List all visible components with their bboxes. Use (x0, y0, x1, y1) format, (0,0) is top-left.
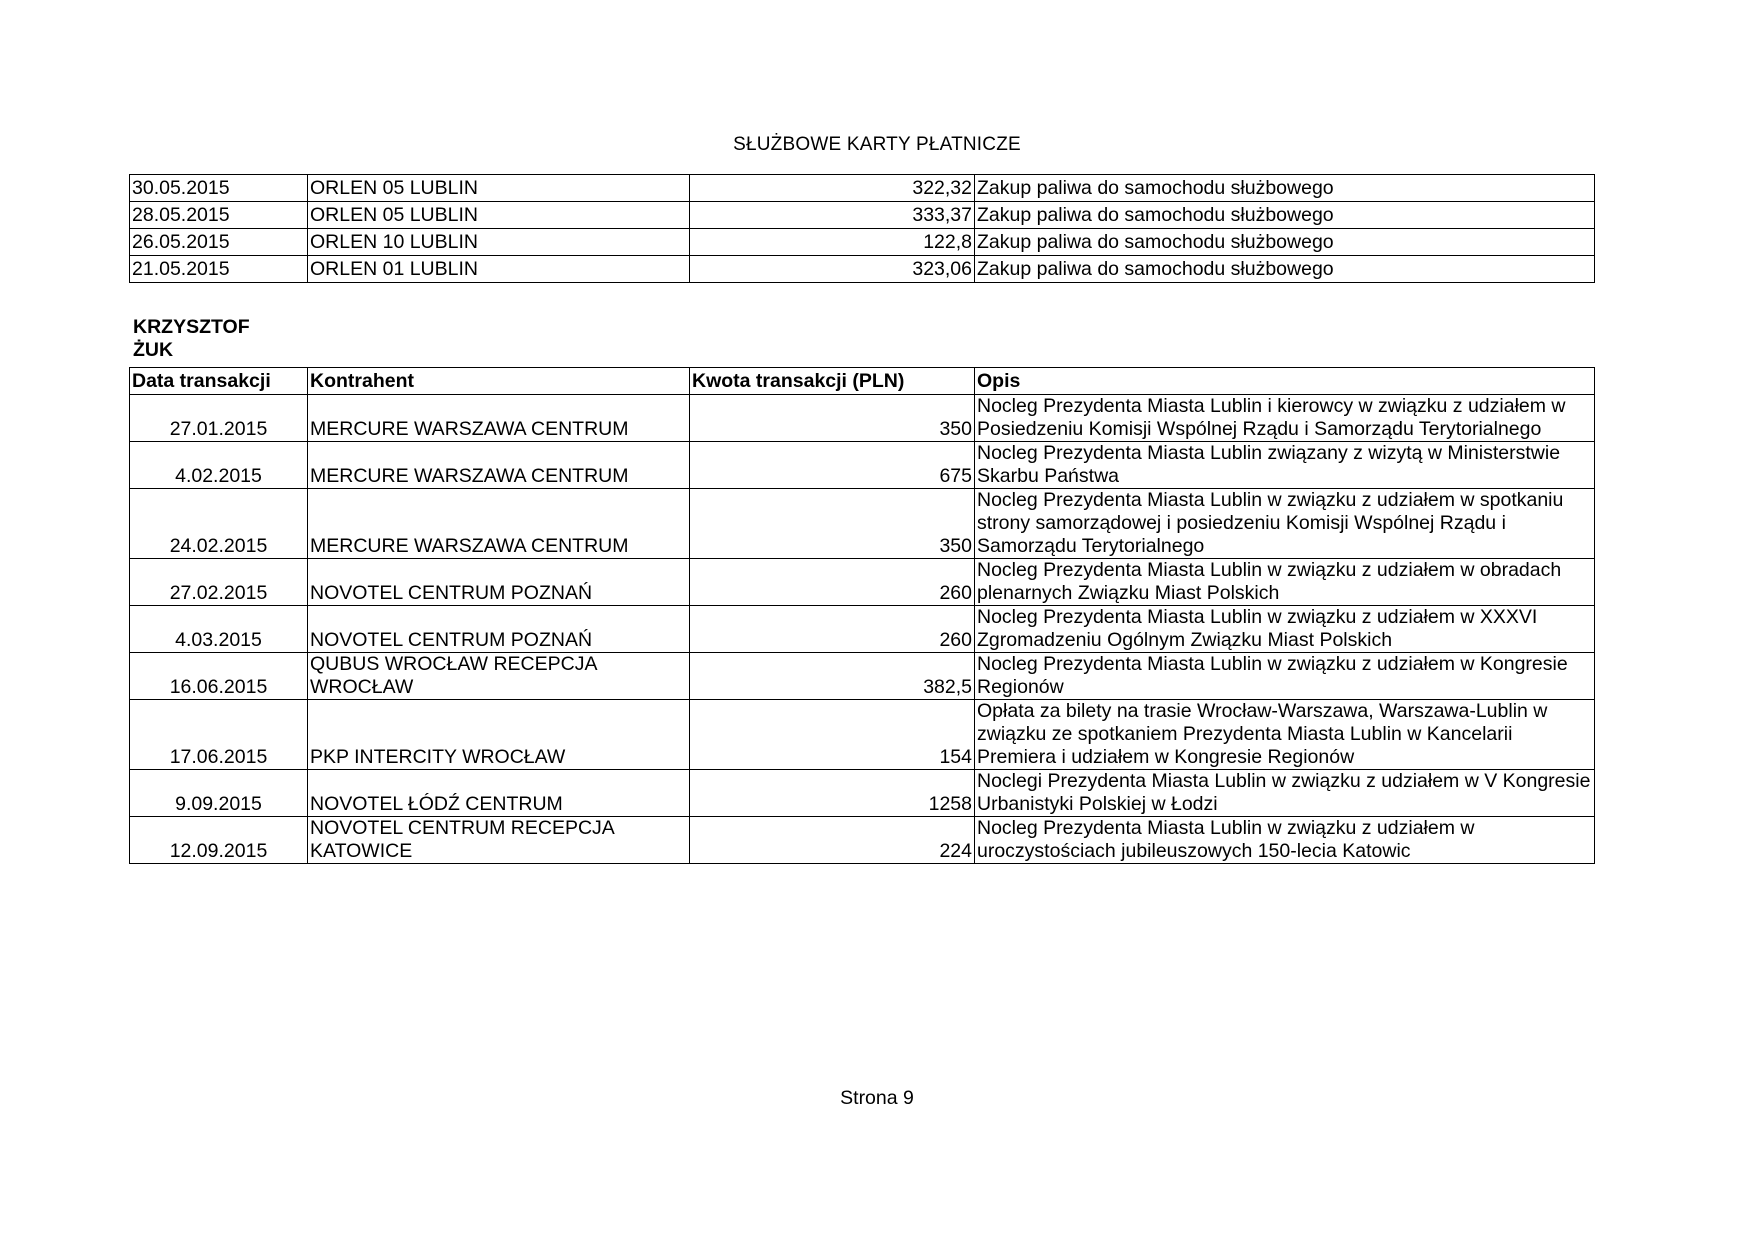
cell-description: Zakup paliwa do samochodu służbowego (975, 229, 1595, 256)
table-row (130, 559, 1595, 606)
cell-vendor: ORLEN 05 LUBLIN (308, 202, 690, 229)
cell-amount: 154 (690, 700, 975, 770)
table-row (130, 817, 1595, 864)
column-header-date: Data transakcji (130, 368, 308, 395)
table-header-row (130, 368, 1595, 395)
section-person-name (133, 316, 250, 362)
cell-vendor: NOVOTEL CENTRUM RECEPCJA KATOWICE (308, 817, 690, 864)
fuel-transactions-body (130, 175, 1595, 283)
cell-vendor: QUBUS WROCŁAW RECEPCJA WROCŁAW (308, 653, 690, 700)
table-row (130, 256, 1595, 283)
column-header-description: Opis (975, 368, 1595, 395)
cell-date: 30.05.2015 (130, 175, 308, 202)
transactions-body (130, 395, 1595, 864)
cell-description: Opłata za bilety na trasie Wrocław-Warszawa, Warszawa-Lublin w związku ze spotkaniem Prezydenta Miasta Lublin w Kancelarii Premiera i udziałem w Kongresie Regionów (975, 700, 1595, 770)
column-header-amount: Kwota transakcji (PLN) (690, 368, 975, 395)
cell-amount: 122,8 (690, 229, 975, 256)
cell-description: Nocleg Prezydenta Miasta Lublin związany z wizytą w Ministerstwie Skarbu Państwa (975, 442, 1595, 489)
cell-amount: 382,5 (690, 653, 975, 700)
cell-date: 4.03.2015 (130, 606, 308, 653)
table-row (130, 489, 1595, 559)
cell-date: 16.06.2015 (130, 653, 308, 700)
cell-date: 12.09.2015 (130, 817, 308, 864)
cell-description: Nocleg Prezydenta Miasta Lublin w związku z udziałem w spotkaniu strony samorządowej i posiedzeniu Komisji Wspólnej Rządu i Samorządu Terytorialnego (975, 489, 1595, 559)
table-row (130, 442, 1595, 489)
page-number: Strona 9 (840, 1087, 914, 1109)
table-row (130, 175, 1595, 202)
cell-description: Nocleg Prezydenta Miasta Lublin w związku z udziałem w XXXVI Zgromadzeniu Ogólnym Związku Miast Polskich (975, 606, 1595, 653)
table-row (130, 202, 1595, 229)
cell-description: Noclegi Prezydenta Miasta Lublin w związku z udziałem w V Kongresie Urbanistyki Polskiej w Łodzi (975, 770, 1595, 817)
cell-vendor: MERCURE WARSZAWA CENTRUM (308, 489, 690, 559)
cell-date: 27.01.2015 (130, 395, 308, 442)
page-header: SŁUŻBOWE KARTY PŁATNICZE (733, 134, 1021, 155)
cell-description: Nocleg Prezydenta Miasta Lublin w związku z udziałem w obradach plenarnych Związku Miast Polskich (975, 559, 1595, 606)
cell-vendor: ORLEN 05 LUBLIN (308, 175, 690, 202)
cell-vendor: NOVOTEL CENTRUM POZNAŃ (308, 606, 690, 653)
cell-date: 24.02.2015 (130, 489, 308, 559)
table-row (130, 770, 1595, 817)
cell-amount: 260 (690, 606, 975, 653)
cell-date: 4.02.2015 (130, 442, 308, 489)
cell-amount: 350 (690, 395, 975, 442)
cell-description: Zakup paliwa do samochodu służbowego (975, 256, 1595, 283)
cell-date: 17.06.2015 (130, 700, 308, 770)
cell-amount: 260 (690, 559, 975, 606)
cell-date: 27.02.2015 (130, 559, 308, 606)
table-row (130, 229, 1595, 256)
table-row (130, 700, 1595, 770)
cell-amount: 224 (690, 817, 975, 864)
cell-amount: 323,06 (690, 256, 975, 283)
cell-amount: 350 (690, 489, 975, 559)
cell-amount: 1258 (690, 770, 975, 817)
cell-description: Nocleg Prezydenta Miasta Lublin w związku z udziałem w uroczystościach jubileuszowych 150-lecia Katowic (975, 817, 1595, 864)
cell-amount: 322,32 (690, 175, 975, 202)
fuel-transactions-table (129, 174, 1595, 283)
cell-date: 9.09.2015 (130, 770, 308, 817)
person-first-name: KRZYSZTOF (133, 316, 250, 338)
cell-vendor: NOVOTEL CENTRUM POZNAŃ (308, 559, 690, 606)
cell-date: 21.05.2015 (130, 256, 308, 283)
table-row (130, 395, 1595, 442)
cell-description: Zakup paliwa do samochodu służbowego (975, 175, 1595, 202)
cell-date: 26.05.2015 (130, 229, 308, 256)
person-last-name: ŻUK (133, 339, 174, 361)
cell-amount: 675 (690, 442, 975, 489)
cell-vendor: MERCURE WARSZAWA CENTRUM (308, 395, 690, 442)
cell-description: Zakup paliwa do samochodu służbowego (975, 202, 1595, 229)
cell-description: Nocleg Prezydenta Miasta Lublin w związku z udziałem w Kongresie Regionów (975, 653, 1595, 700)
table-row (130, 606, 1595, 653)
transactions-table (129, 367, 1595, 864)
cell-amount: 333,37 (690, 202, 975, 229)
cell-vendor: ORLEN 10 LUBLIN (308, 229, 690, 256)
cell-vendor: NOVOTEL ŁÓDŹ CENTRUM (308, 770, 690, 817)
table-row (130, 653, 1595, 700)
cell-vendor: MERCURE WARSZAWA CENTRUM (308, 442, 690, 489)
column-header-vendor: Kontrahent (308, 368, 690, 395)
cell-date: 28.05.2015 (130, 202, 308, 229)
cell-description: Nocleg Prezydenta Miasta Lublin i kierowcy w związku z udziałem w Posiedzeniu Komisji Wspólnej Rządu i Samorządu Terytorialnego (975, 395, 1595, 442)
cell-vendor: ORLEN 01 LUBLIN (308, 256, 690, 283)
cell-vendor: PKP INTERCITY WROCŁAW (308, 700, 690, 770)
